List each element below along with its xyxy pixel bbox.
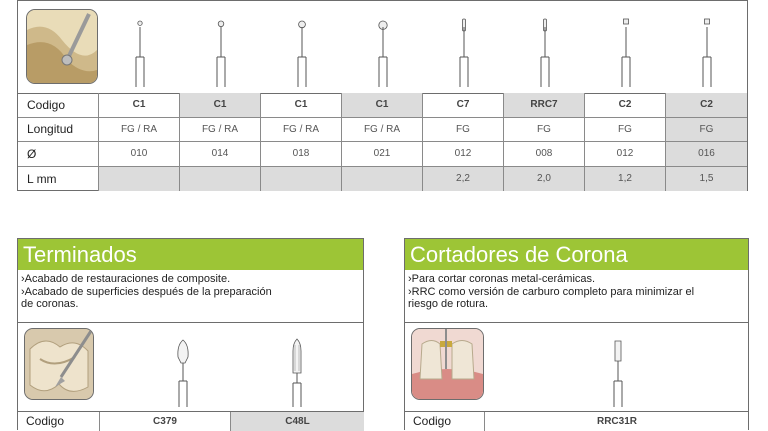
cortadores-title: Cortadores de Corona [405,239,748,270]
table-cell-diametro: 016 [666,142,747,167]
products-table [17,0,748,191]
bur-drawing [371,17,395,87]
cortadores-panel [404,238,749,430]
cortadores-description [408,273,744,311]
table-cell-diametro: 012 [423,142,504,167]
bur-drawing [614,17,638,87]
tooth-drill-photo [26,9,98,84]
table-cell-codigo: C2 [666,93,747,118]
bur-drawing [533,17,557,87]
terminados-codigo-label: Codigo [18,412,100,431]
table-cell-lmm: 1,2 [585,167,666,192]
table-cell-diametro: 018 [261,142,342,167]
rrc31r-bur-drawing [603,337,633,407]
code-c379: C379 [100,412,231,431]
terminados-description [21,273,359,311]
table-cell-codigo: RRC7 [504,93,585,118]
table-cell-lmm: 1,5 [666,167,747,192]
table-cell-longitud: FG [666,118,747,143]
table-cell-diametro: 010 [99,142,180,167]
description-line: ›Acabado de restauraciones de composite. [21,273,231,285]
bur-drawing [695,17,719,87]
description-line: riesgo de rotura. [408,298,489,310]
bur-drawing [452,17,476,87]
table-cell-codigo: C1 [342,93,423,118]
table-cell-diametro: 012 [585,142,666,167]
crown-cutter-photo [411,328,484,400]
table-cell-diametro: 008 [504,142,585,167]
table-cell-lmm: 2,2 [423,167,504,192]
description-line: ›Para cortar coronas metal-cerámicas. [408,273,596,285]
table-cell-codigo: C1 [261,93,342,118]
table-cell-longitud: FG / RA [342,118,423,143]
bur-drawing [290,17,314,87]
code-rrc31r: RRC31R [596,416,637,427]
finishing-photo [24,328,94,400]
bur-drawing [209,17,233,87]
terminados-title: Terminados [18,239,363,270]
description-line: de coronas. [21,298,79,310]
table-cell-codigo: C1 [180,93,261,118]
table-cell-lmm [99,167,180,192]
row-label: Longitud [18,118,99,143]
table-cell-codigo: C1 [99,93,180,118]
c379-bur-drawing [168,337,198,407]
table-cell-lmm: 2,0 [504,167,585,192]
table-cell-codigo: C2 [585,93,666,118]
table-cell-longitud: FG / RA [261,118,342,143]
table-cell-lmm [180,167,261,192]
terminados-panel [17,238,364,430]
table-cell-longitud: FG / RA [99,118,180,143]
code-c48l: C48L [231,412,364,431]
table-cell-lmm [261,167,342,192]
row-label: Codigo [18,93,99,118]
table-cell-longitud: FG [423,118,504,143]
table-cell-diametro: 021 [342,142,423,167]
table-cell-longitud: FG [585,118,666,143]
table-cell-diametro: 014 [180,142,261,167]
row-label: Ø [18,142,99,167]
row-label: L mm [18,167,99,192]
table-cell-longitud: FG [504,118,585,143]
cortadores-codigo-label: Codigo [405,412,485,431]
bur-drawing [128,17,152,87]
table-cell-lmm [342,167,423,192]
table-cell-longitud: FG / RA [180,118,261,143]
c48l-bur-drawing [282,337,312,407]
description-line: ›Acabado de superficies después de la preparación [21,285,272,298]
description-line: ›RRC como versión de carburo completo para minimizar el [408,285,695,298]
table-cell-codigo: C7 [423,93,504,118]
